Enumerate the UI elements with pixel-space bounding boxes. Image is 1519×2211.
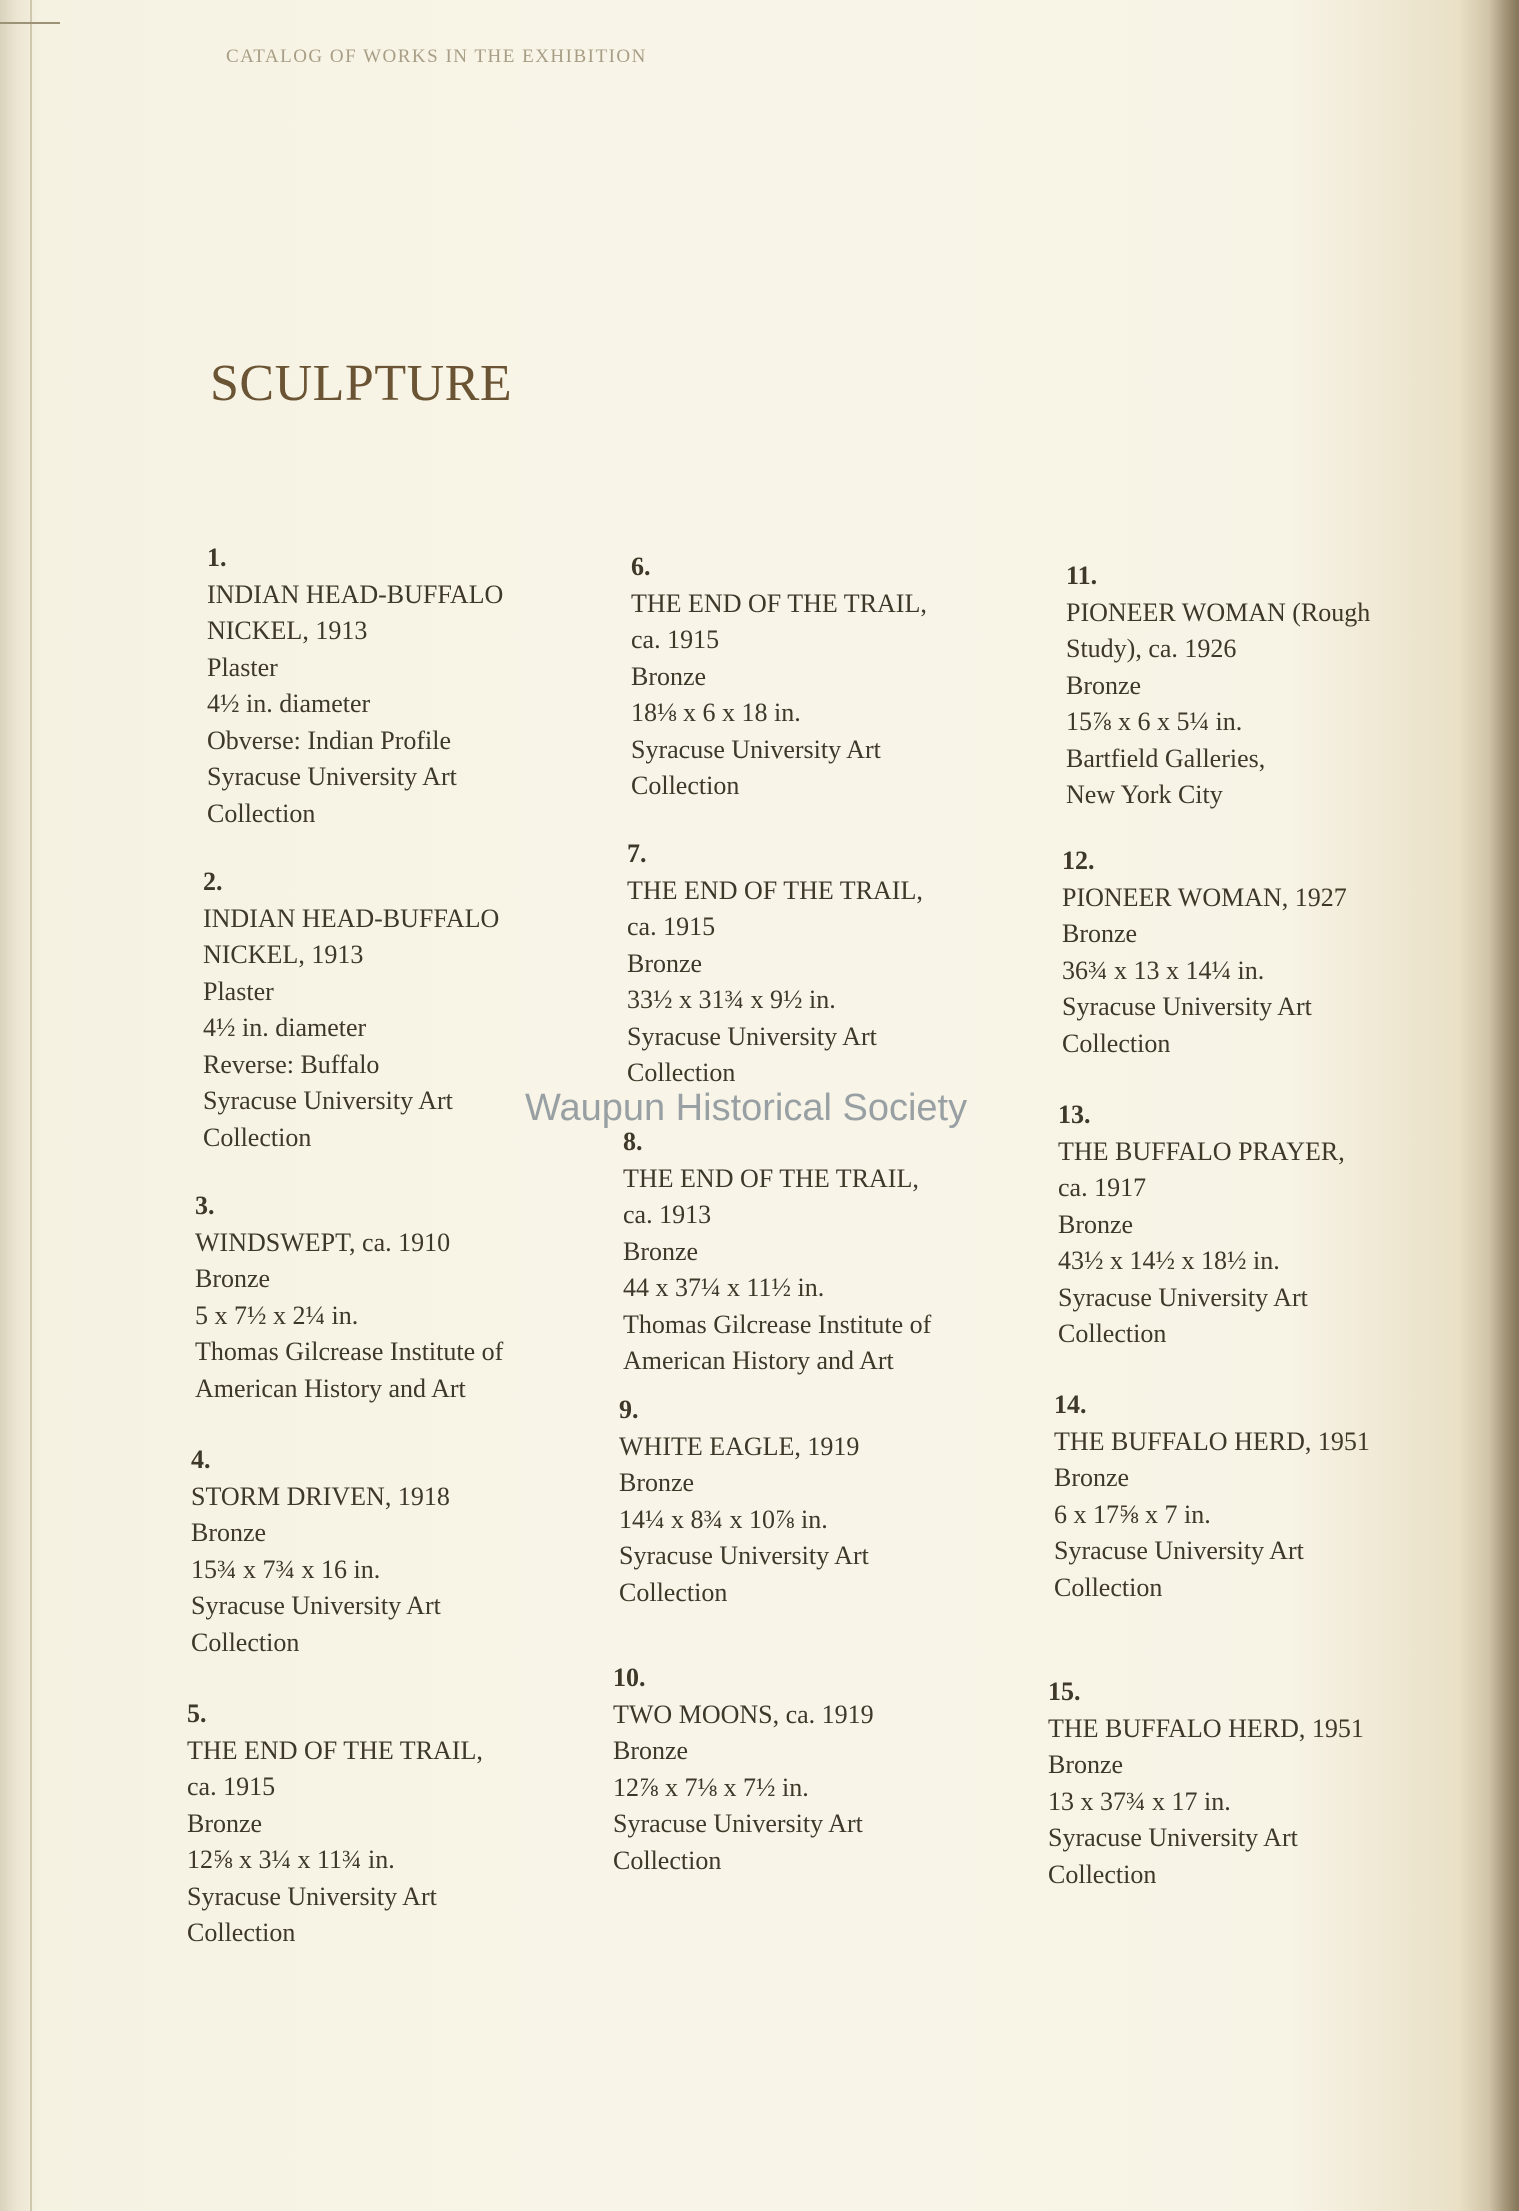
- entry-detail: 15¾ x 7¾ x 16 in.: [191, 1554, 381, 1584]
- entry-detail: Syracuse University Art: [187, 1881, 437, 1911]
- entry-detail: Bronze: [187, 1808, 263, 1838]
- entry-title: WHITE EAGLE, 1919: [619, 1431, 860, 1461]
- catalog-entry: [191, 1442, 611, 1661]
- entry-number: 15.: [1048, 1677, 1081, 1706]
- entry-detail: Collection: [631, 771, 740, 800]
- entry-detail: ca. 1915: [631, 625, 720, 654]
- entry-detail: Collection: [627, 1058, 736, 1087]
- entry-detail: Bronze: [631, 661, 707, 691]
- entry-detail: Collection: [1054, 1572, 1163, 1602]
- entry-number: 8.: [623, 1127, 643, 1156]
- entry-detail: Syracuse University Art: [1058, 1282, 1308, 1312]
- entry-detail: Bronze: [191, 1518, 267, 1547]
- entry-number: 2.: [203, 867, 223, 896]
- entry-number: 7.: [627, 839, 647, 868]
- entry-detail: Bronze: [1054, 1463, 1130, 1492]
- catalog-entry: [1058, 1097, 1478, 1353]
- entry-detail: Collection: [187, 1918, 296, 1947]
- entry-number: 13.: [1058, 1100, 1091, 1129]
- entry-detail: Bartfield Galleries,: [1066, 743, 1266, 773]
- entry-detail: 33½ x 31¾ x 9½ in.: [627, 985, 836, 1014]
- entry-detail: Reverse: Buffalo: [203, 1049, 380, 1079]
- entry-title: INDIAN HEAD-BUFFALO: [203, 903, 500, 933]
- entry-detail: Bronze: [1058, 1209, 1134, 1239]
- entry-detail: ca. 1915: [187, 1772, 276, 1801]
- running-head: CATALOG OF WORKS IN THE EXHIBITION: [226, 46, 647, 67]
- entry-detail: Bronze: [1066, 670, 1142, 700]
- entry-detail: American History and Art: [195, 1373, 466, 1403]
- catalog-entry: [613, 1660, 1033, 1879]
- entry-title: PIONEER WOMAN (Rough: [1066, 597, 1371, 627]
- entry-detail: 36¾ x 13 x 14¼ in.: [1062, 955, 1265, 985]
- entry-detail: Bronze: [195, 1264, 271, 1293]
- entry-detail: Syracuse University Art: [207, 762, 457, 791]
- entry-number: 4.: [191, 1445, 211, 1474]
- entry-detail: Syracuse University Art: [631, 734, 881, 764]
- entry-detail: NICKEL, 1913: [203, 940, 364, 969]
- entry-title: TWO MOONS, ca. 1919: [613, 1699, 874, 1729]
- entry-detail: Plaster: [203, 976, 274, 1006]
- catalog-entry: [195, 1188, 615, 1407]
- entry-detail: Obverse: Indian Profile: [207, 725, 452, 755]
- entry-detail: 15⅞ x 6 x 5¼ in.: [1066, 707, 1243, 736]
- entry-number: 5.: [187, 1699, 207, 1728]
- entry-detail: 18⅛ x 6 x 18 in.: [631, 698, 801, 727]
- entry-detail: Syracuse University Art: [1054, 1536, 1304, 1565]
- entry-detail: Thomas Gilcrease Institute of: [623, 1309, 932, 1339]
- entry-title: THE BUFFALO HERD, 1951: [1048, 1713, 1364, 1743]
- catalog-entry: [627, 836, 1047, 1092]
- entry-detail: 43½ x 14½ x 18½ in.: [1058, 1246, 1280, 1275]
- entry-detail: Collection: [613, 1845, 722, 1875]
- entry-detail: Syracuse University Art: [191, 1591, 441, 1620]
- entry-detail: ca. 1913: [623, 1200, 712, 1229]
- entry-detail: Syracuse University Art: [1062, 992, 1312, 1021]
- entry-number: 11.: [1066, 561, 1098, 590]
- entry-detail: Bronze: [623, 1236, 699, 1266]
- entry-detail: 4½ in. diameter: [207, 689, 371, 718]
- entry-detail: 6 x 17⅝ x 7 in.: [1054, 1499, 1211, 1529]
- entry-detail: Collection: [1048, 1859, 1157, 1889]
- catalog-entry: [187, 1696, 607, 1952]
- entry-title: THE BUFFALO PRAYER,: [1058, 1136, 1345, 1166]
- catalog-entry: [1062, 843, 1482, 1062]
- catalog-entry: [631, 549, 1051, 805]
- page-edge-top: [0, 0, 60, 24]
- entry-detail: Bronze: [1062, 919, 1138, 948]
- entry-number: 3.: [195, 1191, 215, 1220]
- entry-detail: 14¼ x 8¾ x 10⅞ in.: [619, 1504, 828, 1534]
- entry-detail: 13 x 37¾ x 17 in.: [1048, 1786, 1231, 1816]
- entry-number: 6.: [631, 552, 651, 581]
- entry-title: STORM DRIVEN, 1918: [191, 1481, 450, 1511]
- catalog-entry: [1054, 1387, 1474, 1606]
- entry-detail: 5 x 7½ x 2¼ in.: [195, 1300, 359, 1330]
- section-title: SCULPTURE: [210, 355, 513, 412]
- entry-detail: 4½ in. diameter: [203, 1013, 367, 1042]
- entry-detail: Thomas Gilcrease Institute of: [195, 1337, 504, 1366]
- entry-detail: American History and Art: [623, 1346, 894, 1375]
- entry-number: 10.: [613, 1663, 646, 1692]
- entry-detail: Collection: [203, 1122, 312, 1152]
- entry-detail: 44 x 37¼ x 11½ in.: [623, 1273, 825, 1302]
- catalog-entry: [207, 540, 627, 832]
- catalog-entry: [1066, 558, 1486, 814]
- entry-title: THE END OF THE TRAIL,: [631, 588, 927, 618]
- entry-detail: Collection: [207, 798, 316, 828]
- entry-detail: Syracuse University Art: [627, 1021, 877, 1051]
- entry-detail: Collection: [1058, 1319, 1167, 1348]
- entry-detail: Syracuse University Art: [203, 1086, 453, 1115]
- watermark: Waupun Historical Society: [525, 1087, 968, 1129]
- entry-number: 1.: [207, 543, 227, 572]
- entry-detail: Collection: [1062, 1028, 1171, 1058]
- entry-detail: Bronze: [613, 1736, 689, 1765]
- entry-detail: ca. 1917: [1058, 1173, 1147, 1202]
- entry-detail: Study), ca. 1926: [1066, 634, 1237, 663]
- entry-title: THE BUFFALO HERD, 1951: [1054, 1426, 1370, 1456]
- entry-detail: Collection: [619, 1577, 728, 1607]
- entry-title: THE END OF THE TRAIL,: [187, 1735, 483, 1765]
- entry-detail: Syracuse University Art: [1048, 1823, 1298, 1852]
- entry-title: THE END OF THE TRAIL,: [627, 875, 923, 905]
- entry-title: THE END OF THE TRAIL,: [623, 1163, 919, 1193]
- page-edge-left: [0, 0, 40, 2211]
- entry-detail: 12⅝ x 3¼ x 11¾ in.: [187, 1845, 395, 1874]
- entry-title: PIONEER WOMAN, 1927: [1062, 882, 1347, 912]
- entry-detail: Syracuse University Art: [613, 1809, 863, 1838]
- entry-detail: Plaster: [207, 652, 278, 682]
- entry-detail: 12⅞ x 7⅛ x 7½ in.: [613, 1772, 809, 1802]
- entry-number: 12.: [1062, 846, 1095, 875]
- catalog-entry: [619, 1392, 1039, 1611]
- entry-number: 9.: [619, 1395, 639, 1424]
- entry-detail: Bronze: [619, 1468, 695, 1497]
- entry-detail: Collection: [191, 1627, 300, 1657]
- catalog-entry: [1048, 1674, 1468, 1893]
- entry-detail: ca. 1915: [627, 912, 716, 941]
- entry-title: INDIAN HEAD-BUFFALO: [207, 579, 504, 609]
- entry-number: 14.: [1054, 1390, 1087, 1419]
- entry-detail: Bronze: [627, 948, 703, 978]
- entry-detail: Bronze: [1048, 1750, 1124, 1779]
- catalog-entry: [623, 1124, 1043, 1380]
- entry-detail: Syracuse University Art: [619, 1541, 869, 1570]
- entry-title: WINDSWEPT, ca. 1910: [195, 1227, 451, 1257]
- entry-detail: NICKEL, 1913: [207, 616, 368, 645]
- entry-detail: New York City: [1066, 780, 1223, 809]
- page-shadow-right: [1489, 0, 1519, 2211]
